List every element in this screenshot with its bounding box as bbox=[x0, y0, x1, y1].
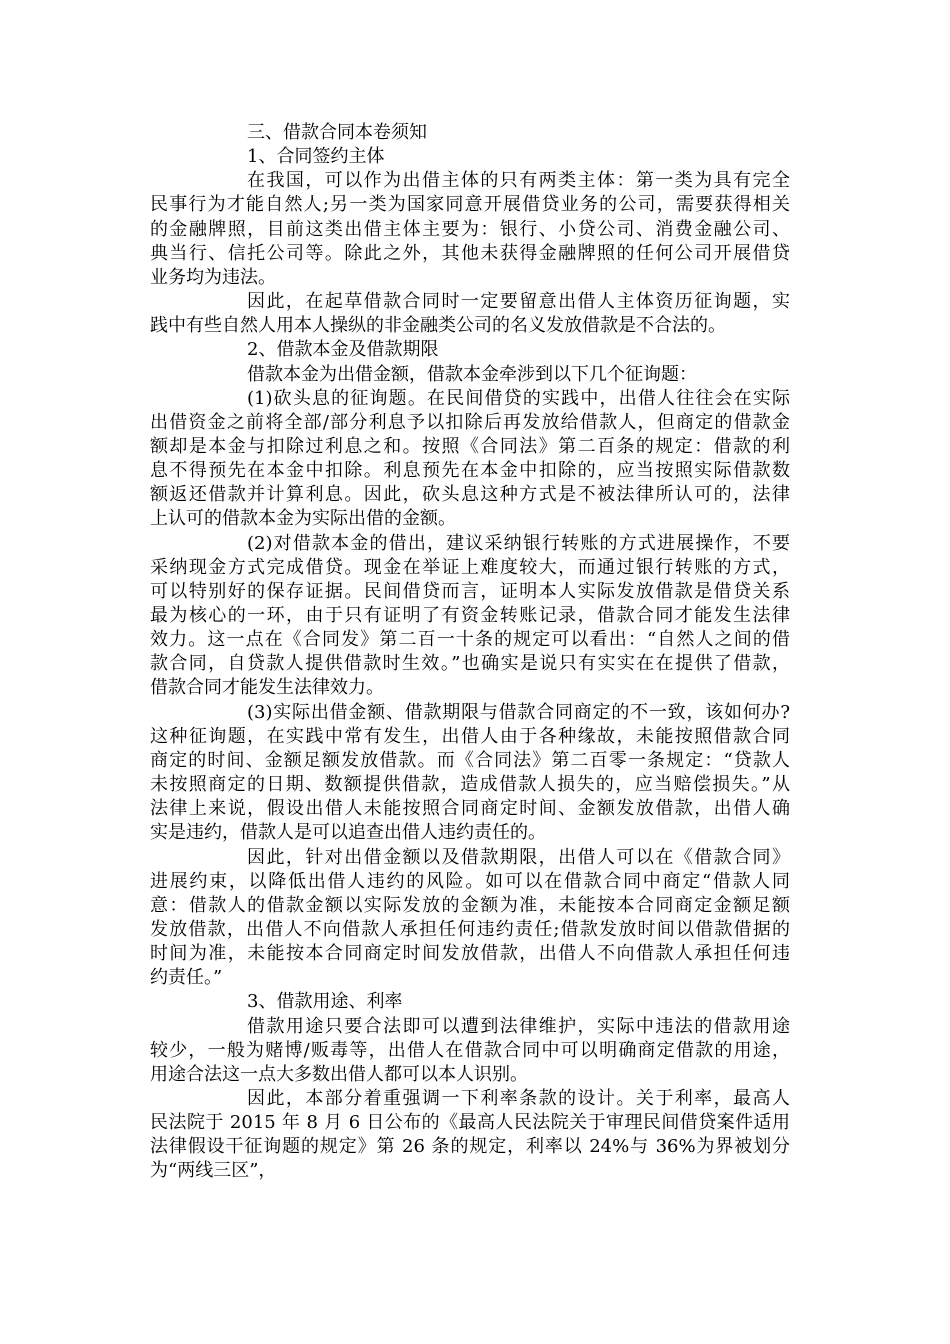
document-line: 典当行、信托公司等。除此之外，其他未获得金融牌照的任何公司开展借贷 bbox=[150, 242, 790, 264]
document-line: (3)实际出借金额、借款期限与借款合同商定的不一致，该如何办? bbox=[247, 701, 790, 723]
document-line: 因此，在起草借款合同时一定要留意出借人主体资历征询题，实 bbox=[247, 291, 790, 313]
document-line: 息不得预先在本金中扣除。利息预先在本金中扣除的，应当按照实际借款数 bbox=[150, 460, 790, 482]
document-line: 借款用途只要合法即可以遭到法律维护，实际中违法的借款用途 bbox=[247, 1015, 790, 1037]
document-line: 为“两线三区”， bbox=[150, 1160, 277, 1182]
document-line: 三、借款合同本卷须知 bbox=[247, 122, 427, 143]
document-line: 民法院于 2015 年 8 月 6 日公布的《最高人民法院关于审理民间借贷案件适用 bbox=[150, 1112, 790, 1134]
document-line: (2)对借款本金的借出，建议采纳银行转账的方式进展操作，不要 bbox=[247, 532, 790, 554]
document-line: 约责任。” bbox=[150, 967, 223, 989]
document-line: 践中有些自然人用本人操纵的非金融类公司的名义发放借款是不合法的。 bbox=[150, 315, 726, 337]
document-line: 2、借款本金及借款期限 bbox=[247, 339, 439, 361]
document-line: 在我国，可以作为出借主体的只有两类主体：第一类为具有完全 bbox=[247, 170, 790, 192]
document-line: 用途合法这一点大多数出借人都可以本人识别。 bbox=[150, 1063, 528, 1085]
document-line: 上认可的借款本金为实际出借的金额。 bbox=[150, 508, 456, 530]
document-line: 因此，本部分着重强调一下利率条款的设计。关于利率，最高人 bbox=[247, 1088, 790, 1109]
document-line: 这种征询题，在实践中常有发生，出借人由于各种缘故，未能按照借款合同 bbox=[150, 725, 790, 747]
document-line: 意：借款人的借款金额以实际发放的金额为准，未能按本合同商定金额足额 bbox=[150, 894, 790, 916]
document-line: 采纳现金方式完成借贷。现金在举证上难度较大，而通过银行转账的方式， bbox=[150, 556, 790, 578]
document-line: 3、借款用途、利率 bbox=[247, 991, 403, 1013]
document-line: 效力。这一点在《合同发》第二百一十条的规定可以看出：“自然人之间的借 bbox=[150, 629, 790, 651]
document-line: 法律上来说，假设出借人未能按照合同商定时间、金额发放借款，出借人确 bbox=[150, 798, 790, 820]
document-line: 实是违约，借款人是可以追查出借人违约责任的。 bbox=[150, 822, 546, 844]
document-line: 出借资金之前将全部/部分利息予以扣除后再发放给借款人，但商定的借款金 bbox=[150, 411, 790, 433]
document-line: 额却是本金与扣除过利息之和。按照《合同法》第二百条的规定：借款的利 bbox=[150, 435, 790, 457]
document-line: 发放借款，出借人不向借款人承担任何违约责任;借款发放时间以借款借据的 bbox=[150, 918, 790, 940]
document-line: 额返还借款并计算利息。因此，砍头息这种方式是不被法律所认可的，法律 bbox=[150, 484, 790, 506]
document-line: 借款本金为出借金额，借款本金牵涉到以下几个征询题： bbox=[247, 363, 697, 385]
document-line: 时间为准，未能按本合同商定时间发放借款，出借人不向借款人承担任何违 bbox=[150, 943, 790, 965]
document-line: 的金融牌照，目前这类出借主体主要为：银行、小贷公司、消费金融公司、 bbox=[150, 218, 790, 240]
document-line: 法律假设干征询题的规定》第 26 条的规定，利率以 24%与 36%为界被划分 bbox=[150, 1136, 790, 1158]
document-line: (1)砍头息的征询题。在民间借贷的实践中，出借人往往会在实际 bbox=[247, 387, 790, 409]
document-line: 借款合同才能发生法律效力。 bbox=[150, 677, 384, 699]
document-line: 1、合同签约主体 bbox=[247, 146, 385, 168]
document-line: 可以特别好的保存证据。民间借贷而言，证明本人实际发放借款是借贷关系 bbox=[150, 580, 790, 602]
document-line: 进展约束，以降低出借人违约的风险。如可以在借款合同中商定“借款人同 bbox=[150, 870, 790, 892]
document-line: 业务均为违法。 bbox=[150, 266, 276, 288]
document-line: 较少，一般为赌博/贩毒等，出借人在借款合同中可以明确商定借款的用途， bbox=[150, 1039, 790, 1061]
document-line: 最为核心的一环，由于只有证明了有资金转账记录，借款合同才能发生法律 bbox=[150, 605, 790, 626]
document-line: 民事行为才能自然人;另一类为国家同意开展借贷业务的公司，需要获得相关 bbox=[150, 194, 790, 216]
document-line: 款合同，自贷款人提供借款时生效。”也确实是说只有实实在在提供了借款， bbox=[150, 653, 790, 675]
document-line: 未按照商定的日期、数额提供借款，造成借款人损失的，应当赔偿损失。”从 bbox=[150, 774, 790, 796]
document-line: 商定的时间、金额足额发放借款。而《合同法》第二百零一条规定：“贷款人 bbox=[150, 749, 790, 771]
document-line: 因此，针对出借金额以及借款期限，出借人可以在《借款合同》 bbox=[247, 846, 790, 868]
